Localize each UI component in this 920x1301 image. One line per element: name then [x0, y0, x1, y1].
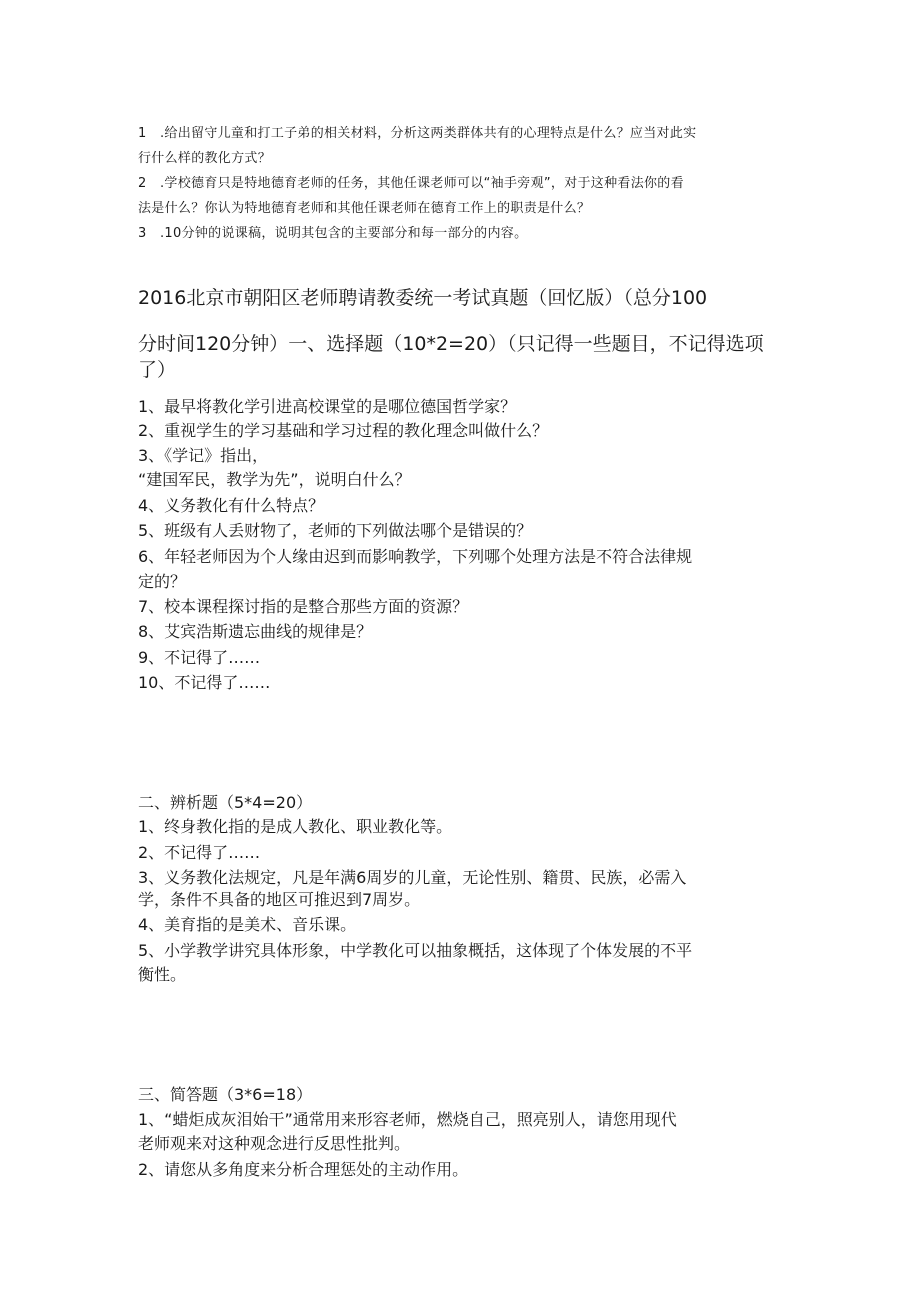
s1-line-6: 5、班级有人丢财物了，老师的下列做法哪个是错误的？ — [138, 521, 533, 540]
pre-question-2-line-2: 法是什么？你认为特地德育老师和其他任课老师在德育工作上的职责是什么？ — [138, 201, 591, 216]
s2-line-1: 1、终身教化指的是成人教化、职业教化等。 — [138, 817, 453, 836]
s2-line-4: 学，条件不具备的地区可推迟到7周岁。 — [138, 890, 421, 909]
s1-line-3: 3、《学记》指出， — [138, 446, 269, 465]
s2-line-3: 3、义务教化法规定，凡是年满6周岁的儿童，无论性别、籍贯、民族，必需入 — [138, 868, 687, 887]
s2-line-7: 衡性。 — [138, 965, 187, 984]
s1-line-9: 7、校本课程探讨指的是整合那些方面的资源？ — [138, 597, 469, 616]
s2-line-2: 2、不记得了…… — [138, 843, 261, 862]
s1-line-1: 1、最早将教化学引进高校课堂的是哪位德国哲学家？ — [138, 397, 517, 416]
exam-title-line-1: 2016北京市朝阳区老师聘请教委统一考试真题（回忆版）（总分100 — [138, 287, 708, 309]
section-2-heading: 二、辨析题（5*4=20） — [138, 793, 313, 812]
s1-line-11: 9、不记得了…… — [138, 648, 261, 667]
s1-line-2: 2、重视学生的学习基础和学习过程的教化理念叫做什么？ — [138, 421, 549, 440]
s1-line-4: “建国军民，教学为先”，说明白什么？ — [138, 470, 411, 489]
pre-question-1-line-2: 行什么样的教化方式？ — [138, 151, 272, 166]
exam-title-line-3: 了） — [138, 359, 177, 381]
s3-line-3: 2、请您从多角度来分析合理惩处的主动作用。 — [138, 1160, 469, 1179]
pre-question-3-number: 3 — [138, 226, 147, 241]
section-3-heading: 三、简答题（3*6=18） — [138, 1085, 313, 1104]
s1-line-8: 定的？ — [138, 572, 187, 591]
s1-line-12: 10、不记得了…… — [138, 673, 271, 692]
s3-line-2: 老师观来对这种观念进行反思性批判。 — [138, 1134, 411, 1153]
pre-question-1-number: 1 — [138, 126, 147, 141]
s1-line-7: 6、年轻老师因为个人缘由迟到而影响教学，下列哪个处理方法是不符合法律规 — [138, 547, 693, 566]
s2-line-5: 4、美育指的是美术、音乐课。 — [138, 915, 357, 934]
pre-question-3-line-1: 3 .10分钟的说课稿，说明其包含的主要部分和每一部分的内容。 — [138, 226, 528, 241]
s3-line-1: 1、“蜡炬成灰泪始干”通常用来形容老师，燃烧自己，照亮别人，请您用现代 — [138, 1110, 677, 1129]
s2-line-6: 5、小学教学讲究具体形象，中学教化可以抽象概括，这体现了个体发展的不平 — [138, 941, 693, 960]
s1-line-5: 4、义务教化有什么特点？ — [138, 496, 325, 515]
pre-question-1-line-1: 1 .给出留守儿童和打工子弟的相关材料，分析这两类群体共有的心理特点是什么？应当对此实 — [138, 126, 697, 141]
exam-title-line-2: 分时间120分钟）一、选择题（10*2=20）（只记得一些题目，不记得选项 — [138, 333, 764, 355]
pre-question-2-number: 2 — [138, 176, 147, 191]
s1-line-10: 8、艾宾浩斯遗忘曲线的规律是？ — [138, 622, 373, 641]
pre-question-2-line-1: 2 .学校德育只是特地德育老师的任务，其他任课老师可以“袖手旁观”，对于这种看法你的看 — [138, 176, 684, 191]
